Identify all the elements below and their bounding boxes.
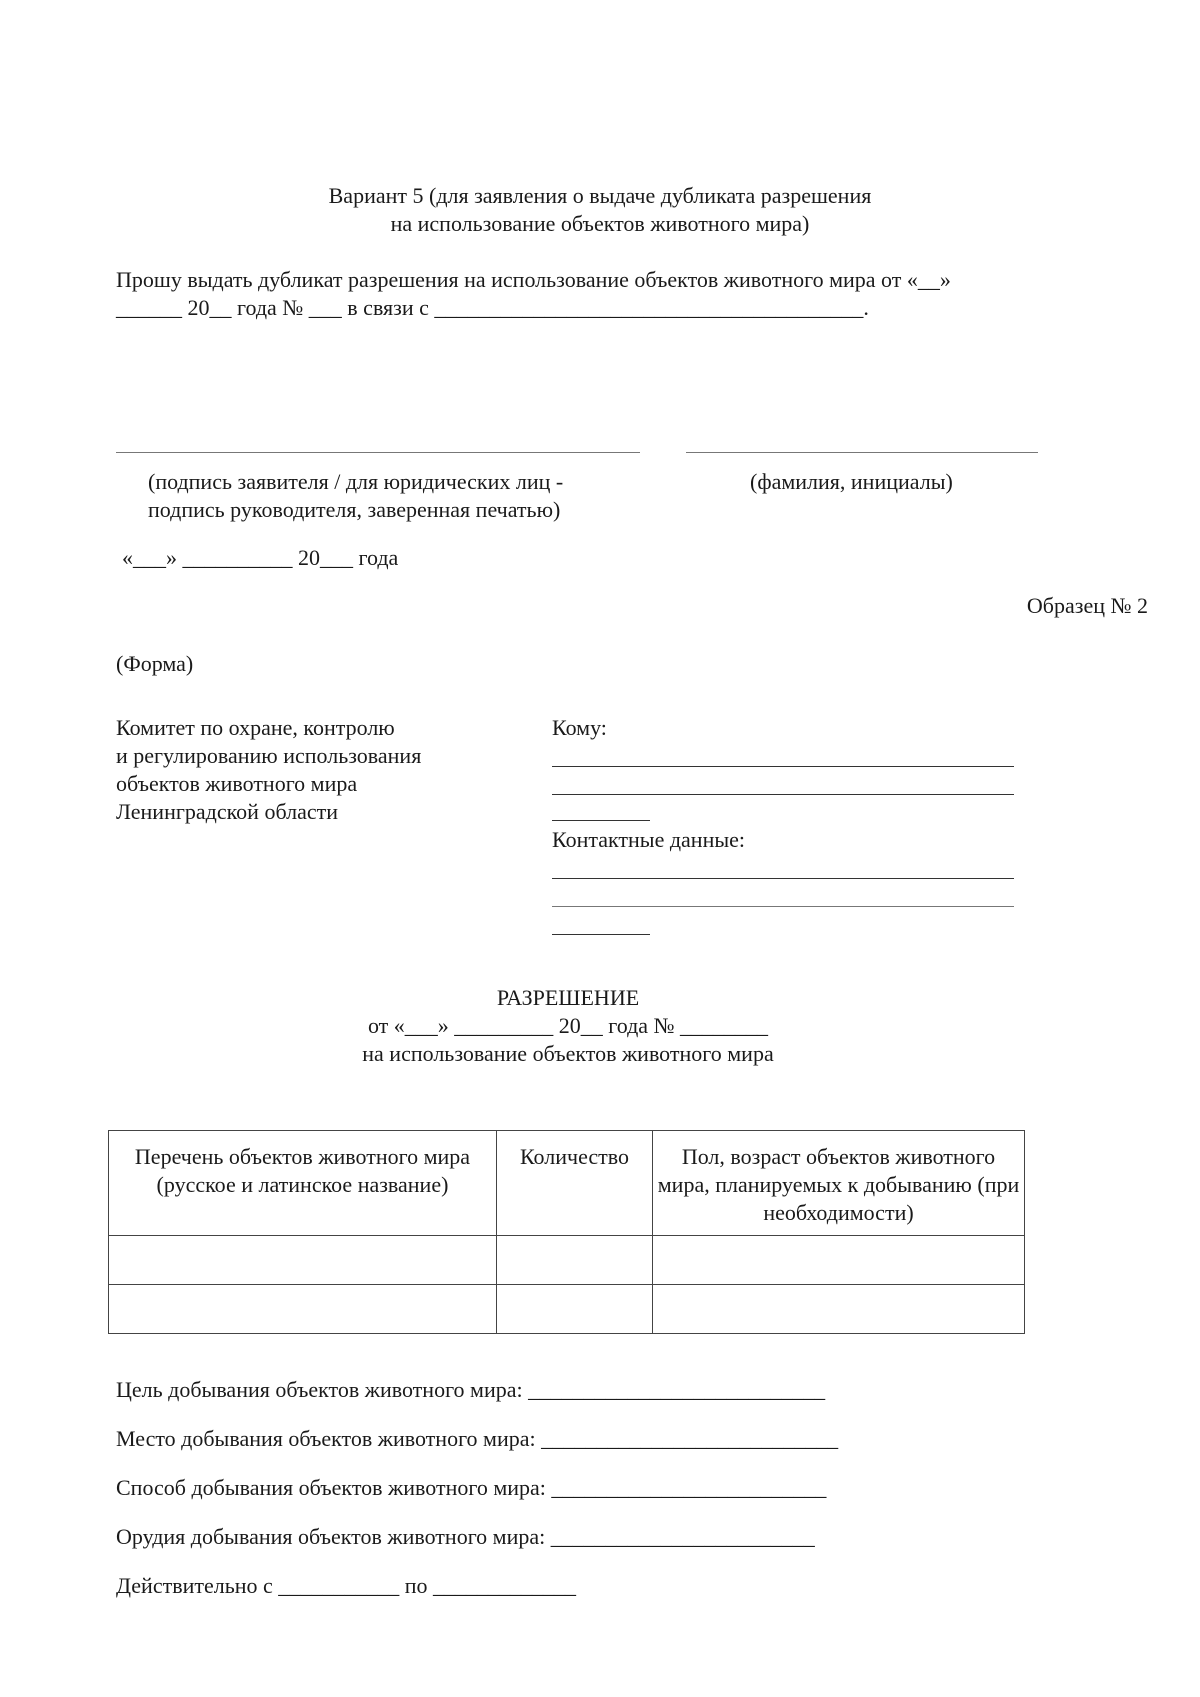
contacts-line-2 bbox=[552, 906, 1014, 907]
signature-line bbox=[116, 452, 640, 453]
table-cell[interactable] bbox=[109, 1236, 497, 1285]
variant-title-line2: на использование объектов животного мира) bbox=[390, 211, 810, 236]
permit-date-line: от «___» _________ 20__ года № ________ bbox=[367, 1013, 769, 1038]
table-row bbox=[109, 1236, 1025, 1285]
field-valid: Действительно с ___________ по _____________ bbox=[116, 1573, 577, 1598]
recipient-line-2 bbox=[552, 794, 1014, 795]
request-line1: Прошу выдать дубликат разрешения на использование объектов животного мира от «__» bbox=[116, 267, 951, 292]
contacts-line-3 bbox=[552, 934, 650, 935]
recipient-line-3 bbox=[552, 820, 650, 821]
signature-date: «___» __________ 20___ года bbox=[122, 545, 399, 570]
signature-caption bbox=[148, 468, 563, 524]
table-cell[interactable] bbox=[109, 1285, 497, 1334]
variant-title-line1: Вариант 5 (для заявления о выдаче дубликата разрешения bbox=[328, 183, 872, 208]
permit-heading bbox=[0, 984, 1136, 1068]
table-row bbox=[109, 1285, 1025, 1334]
field-place: Место добывания объектов животного мира: ___________________________ bbox=[116, 1426, 839, 1451]
issuer-block bbox=[116, 714, 421, 826]
field-purpose: Цель добывания объектов животного мира: ___________________________ bbox=[116, 1377, 826, 1402]
recipient-line-1 bbox=[552, 766, 1014, 767]
table-cell[interactable] bbox=[497, 1236, 653, 1285]
sample-label: Образец № 2 bbox=[1026, 593, 1148, 618]
contacts-label: Контактные данные: bbox=[552, 827, 745, 852]
table-header-quantity: Количество bbox=[497, 1131, 653, 1236]
table-cell[interactable] bbox=[653, 1285, 1025, 1334]
contacts-line-1 bbox=[552, 878, 1014, 879]
permit-subtitle: на использование объектов животного мира bbox=[362, 1041, 774, 1066]
issuer-line1: Комитет по охране, контролю bbox=[116, 715, 395, 740]
name-caption: (фамилия, инициалы) bbox=[750, 469, 953, 494]
table-header-objects: Перечень объектов животного мира (русское и латинское название) bbox=[109, 1131, 497, 1236]
objects-table bbox=[108, 1130, 1025, 1334]
signature-caption-line2: подпись руководителя, заверенная печатью) bbox=[148, 497, 561, 522]
field-tools: Орудия добывания объектов животного мира: ________________________ bbox=[116, 1524, 815, 1549]
recipient-to-label: Кому: bbox=[552, 715, 607, 740]
variant-title bbox=[0, 182, 1200, 238]
permit-title: РАЗРЕШЕНИЕ bbox=[496, 985, 640, 1010]
field-method: Способ добывания объектов животного мира: _________________________ bbox=[116, 1475, 827, 1500]
request-line2: ______ 20__ года № ___ в связи с _______________________________________. bbox=[116, 295, 869, 320]
signature-caption-line1: (подпись заявителя / для юридических лиц - bbox=[148, 469, 564, 494]
table-cell[interactable] bbox=[653, 1236, 1025, 1285]
table-header-row bbox=[109, 1131, 1025, 1236]
form-label: (Форма) bbox=[116, 651, 194, 676]
issuer-line4: Ленинградской области bbox=[116, 799, 338, 824]
table-cell[interactable] bbox=[497, 1285, 653, 1334]
name-line bbox=[686, 452, 1038, 453]
issuer-line2: и регулированию использования bbox=[116, 743, 422, 768]
table-header-sex-age: Пол, возраст объектов животного мира, планируемых к добыванию (при необходимости) bbox=[653, 1131, 1025, 1236]
issuer-line3: объектов животного мира bbox=[116, 771, 358, 796]
